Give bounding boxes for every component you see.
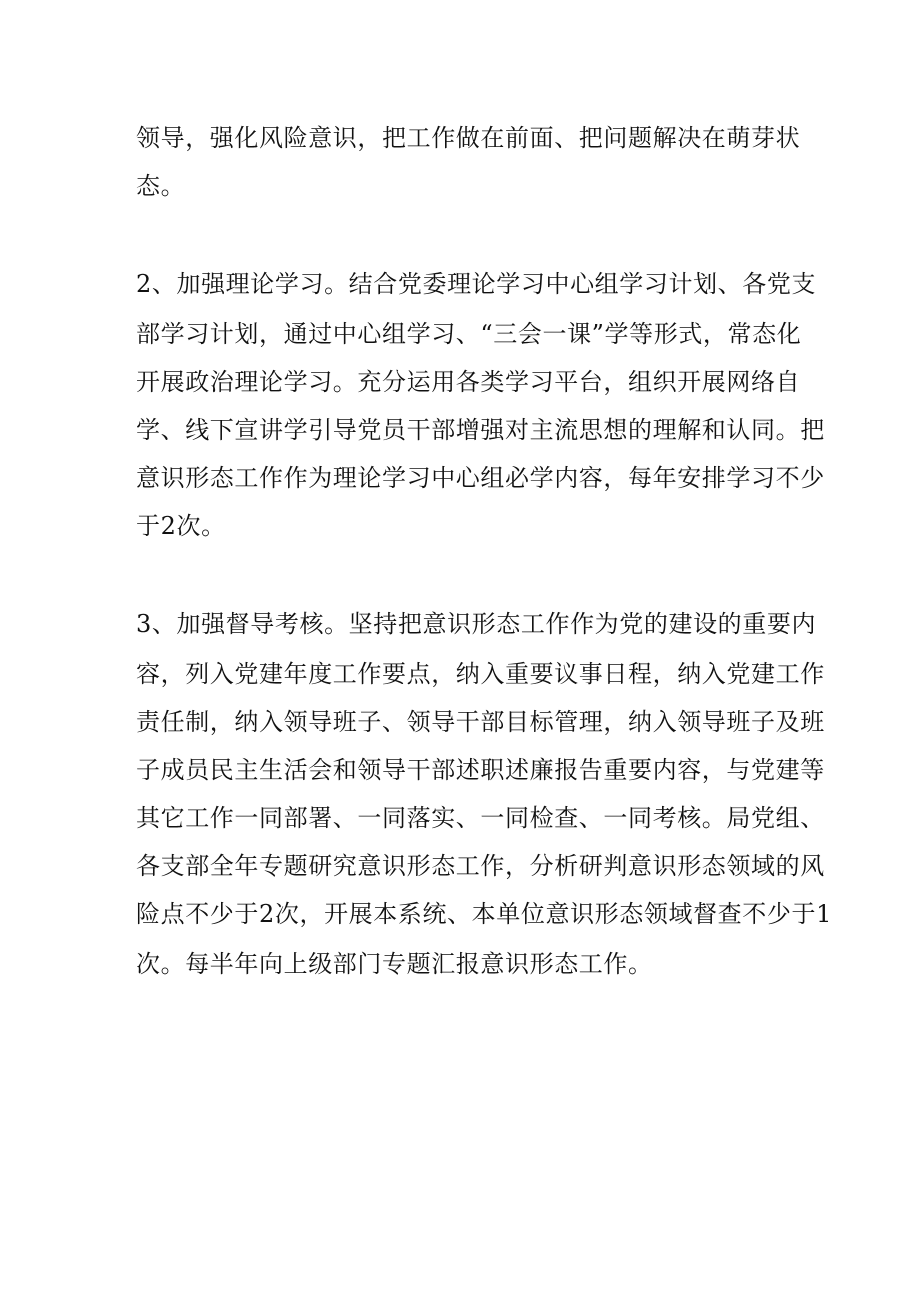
- text-line: 部学习计划，通过中心组学习、“三会一课”学等形式，常态化: [136, 320, 802, 348]
- text-line: 态。: [136, 172, 186, 200]
- text-line: 意识形态工作作为理论学习中心组必学内容，每年安排学习不少: [136, 464, 825, 492]
- text-line: 子成员民主生活会和领导干部述职述廉报告重要内容，与党建等: [136, 756, 825, 784]
- text-line: 于2次。: [136, 512, 226, 540]
- text-line: 次。每半年向上级部门专题汇报意识形态工作。: [136, 950, 653, 978]
- text-line: 领导，强化风险意识，把工作做在前面、把问题解决在萌芽状: [136, 124, 801, 152]
- text-line: 各支部全年专题研究意识形态工作，分析研判意识形态领域的风: [136, 852, 825, 880]
- text-line: 责任制，纳入领导班子、领导干部目标管理，纳入领导班子及班: [136, 708, 825, 736]
- text-line: 容，列入党建年度工作要点，纳入重要议事日程，纳入党建工作: [136, 660, 825, 688]
- text-line: 其它工作一同部署、一同落实、一同检查、一同考核。局党组、: [136, 804, 825, 832]
- text-line: 2、加强理论学习。结合党委理论学习中心组学习计划、各党支: [136, 270, 817, 298]
- text-line: 开展政治理论学习。充分运用各类学习平台，组织开展网络自: [136, 368, 801, 396]
- text-line: 3、加强督导考核。坚持把意识形态工作作为党的建设的重要内: [136, 610, 817, 638]
- text-line: 学、线下宣讲学引导党员干部增强对主流思想的理解和认同。把: [136, 416, 825, 444]
- text-line: 险点不少于2次，开展本系统、本单位意识形态领域督查不少于1: [136, 900, 832, 928]
